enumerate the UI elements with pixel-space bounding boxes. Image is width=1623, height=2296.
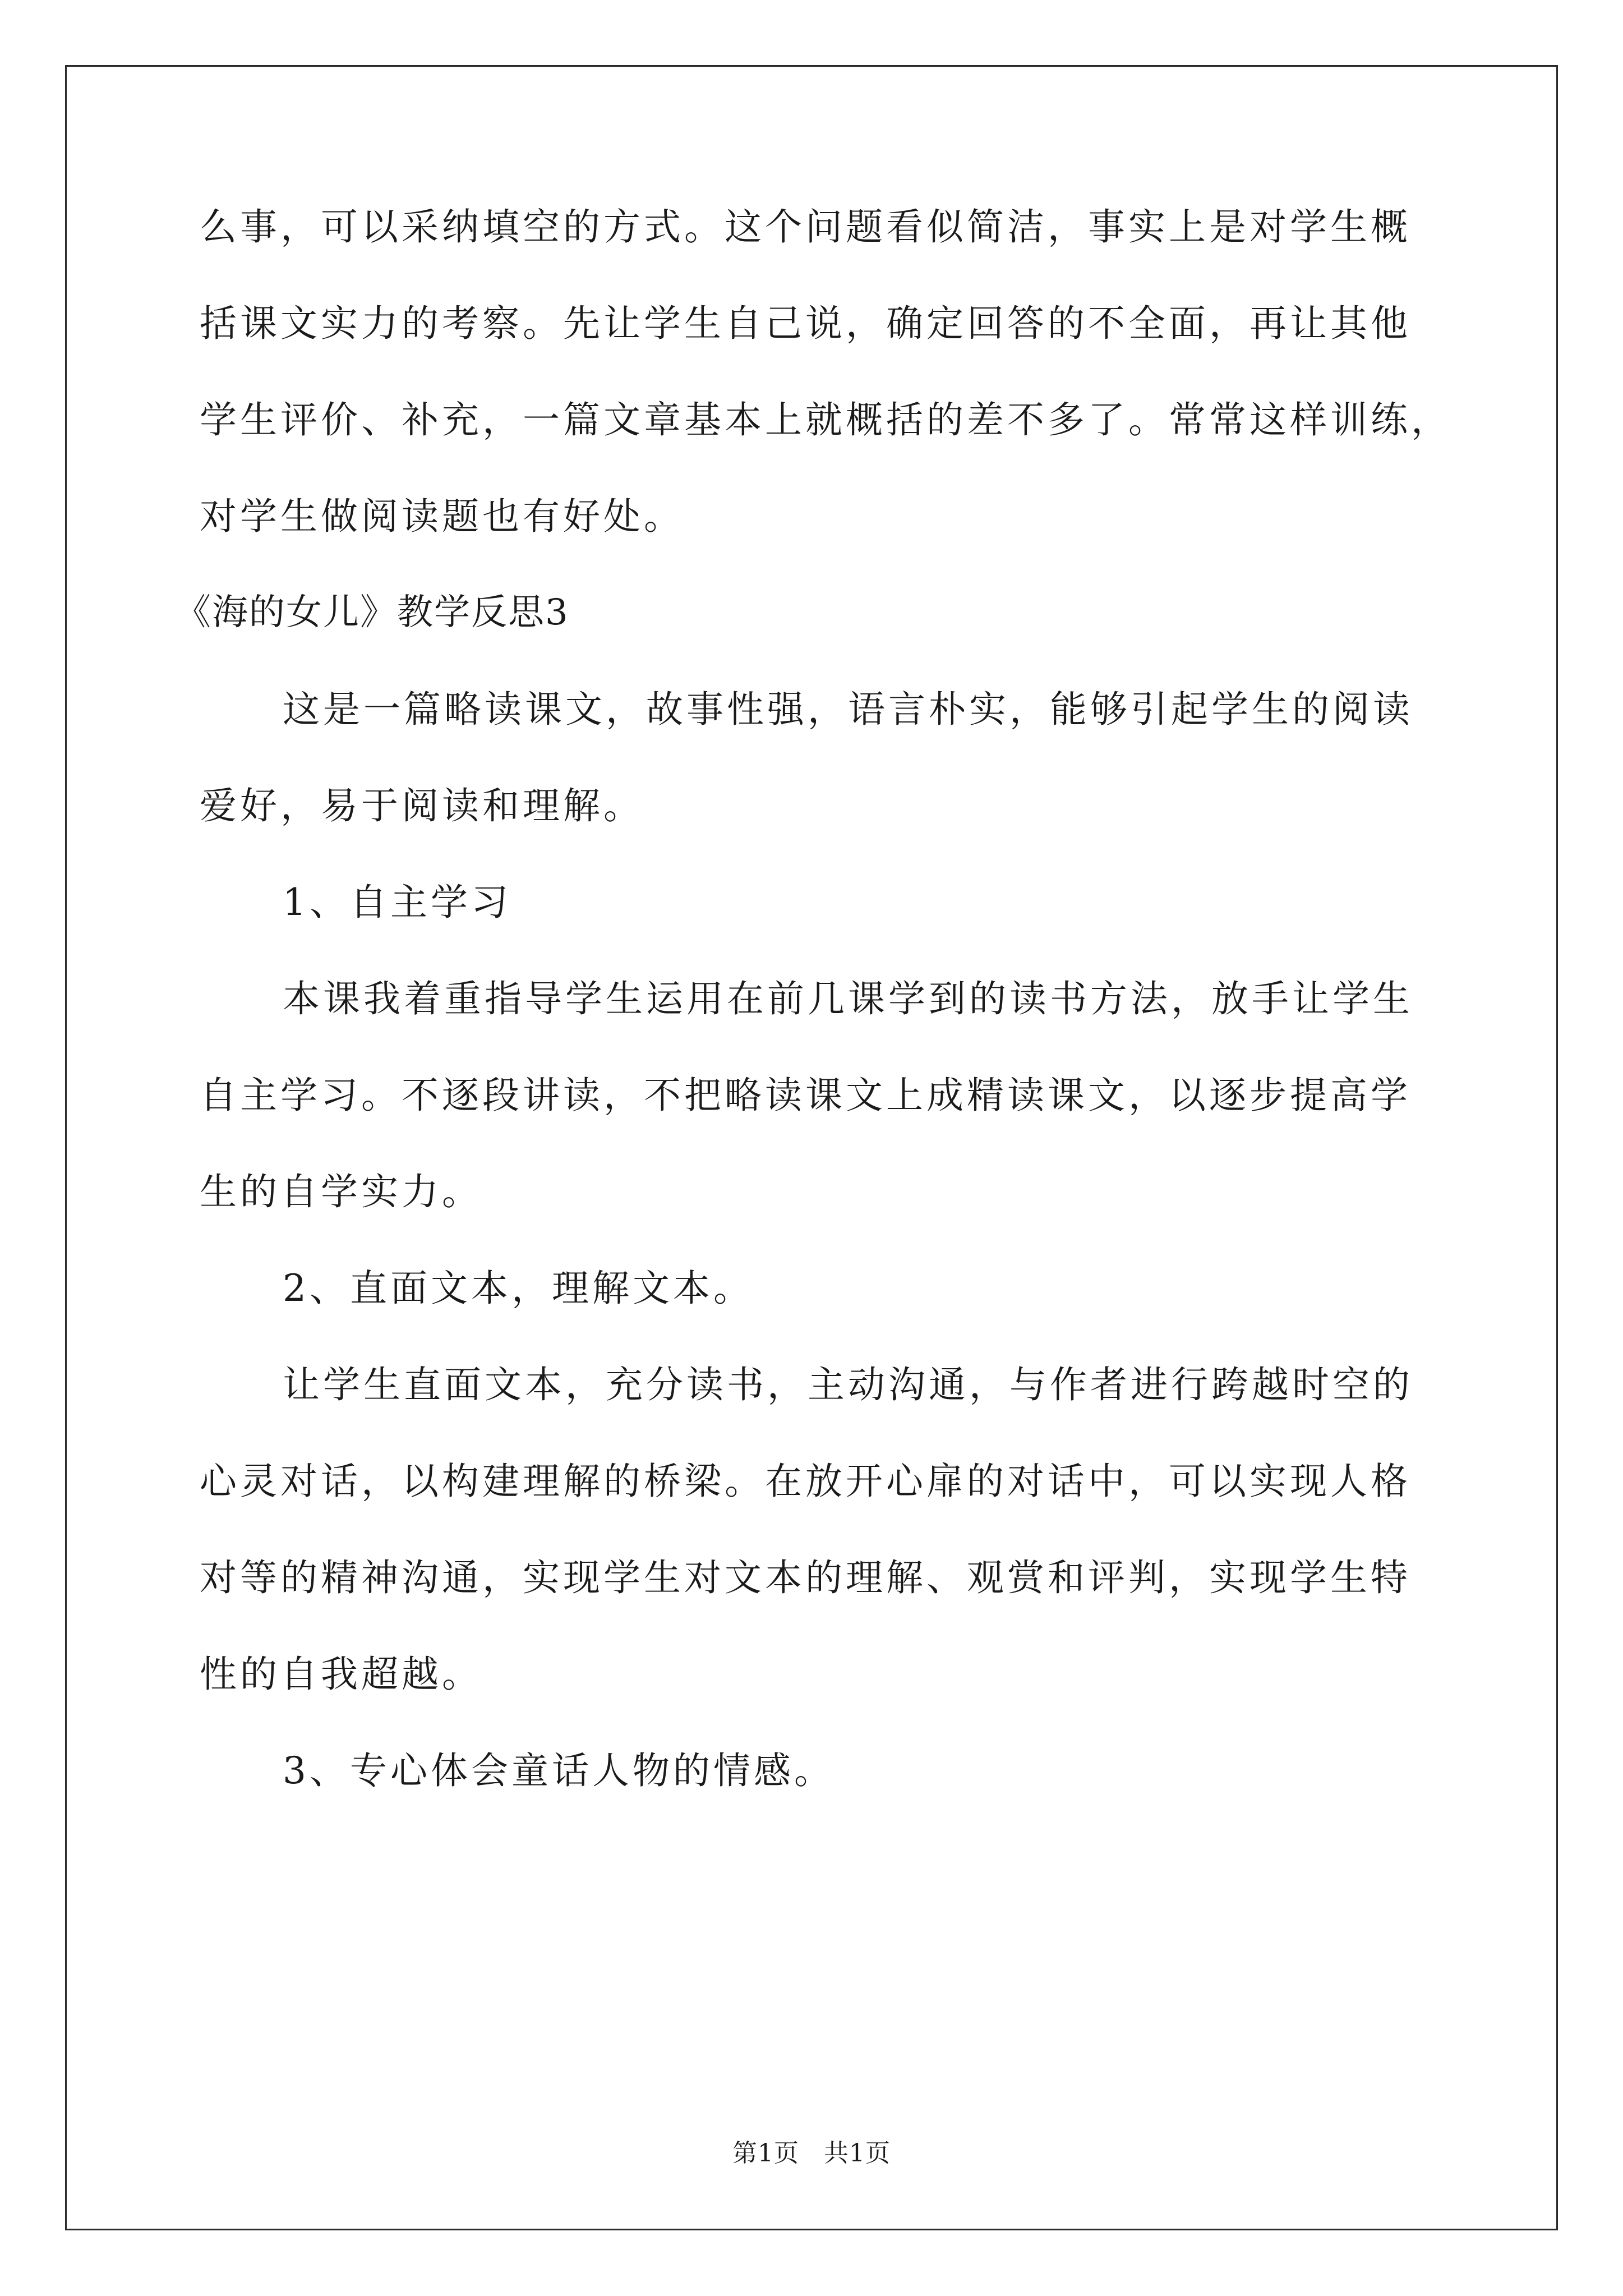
body-line: 对学生做阅读题也有好处。 — [200, 495, 684, 538]
list-item-heading: 2、直面文本，理解文本。 — [283, 1267, 754, 1310]
document-body — [175, 205, 1451, 1849]
body-line: 生的自学实力。 — [200, 1170, 482, 1213]
body-line: 自主学习。不逐段讲读，不把略读课文上成精读课文，以逐步提高学 — [200, 1074, 1411, 1117]
body-line: 这是一篇略读课文，故事性强，语言朴实，能够引起学生的阅读 — [283, 688, 1413, 731]
list-item-heading: 1、自主学习 — [283, 881, 511, 924]
section-heading: 《海的女儿》教学反思3 — [175, 592, 569, 633]
body-line: 性的自我超越。 — [200, 1653, 482, 1696]
body-line: 对等的精神沟通，实现学生对文本的理解、观赏和评判，实现学生特 — [200, 1556, 1411, 1599]
body-line: 学生评价、补充，一篇文章基本上就概括的差不多了。常常这样训练， — [200, 398, 1451, 441]
page-number: 第1页 — [732, 2139, 799, 2168]
body-line: 心灵对话，以构建理解的桥梁。在放开心扉的对话中，可以实现人格 — [200, 1460, 1411, 1503]
body-line: 括课文实力的考察。先让学生自己说，确定回答的不全面，再让其他 — [200, 302, 1411, 345]
body-line: 么事，可以采纳填空的方式。这个问题看似简洁，事实上是对学生概 — [200, 205, 1411, 249]
list-item-heading: 3、专心体会童话人物的情感。 — [283, 1749, 834, 1792]
body-line: 让学生直面文本，充分读书，主动沟通，与作者进行跨越时空的 — [283, 1363, 1413, 1406]
body-line: 爱好，易于阅读和理解。 — [200, 784, 644, 827]
page-footer — [0, 2133, 1623, 2169]
body-line: 本课我着重指导学生运用在前几课学到的读书方法，放手让学生 — [283, 977, 1413, 1020]
page-total: 共1页 — [824, 2139, 891, 2168]
